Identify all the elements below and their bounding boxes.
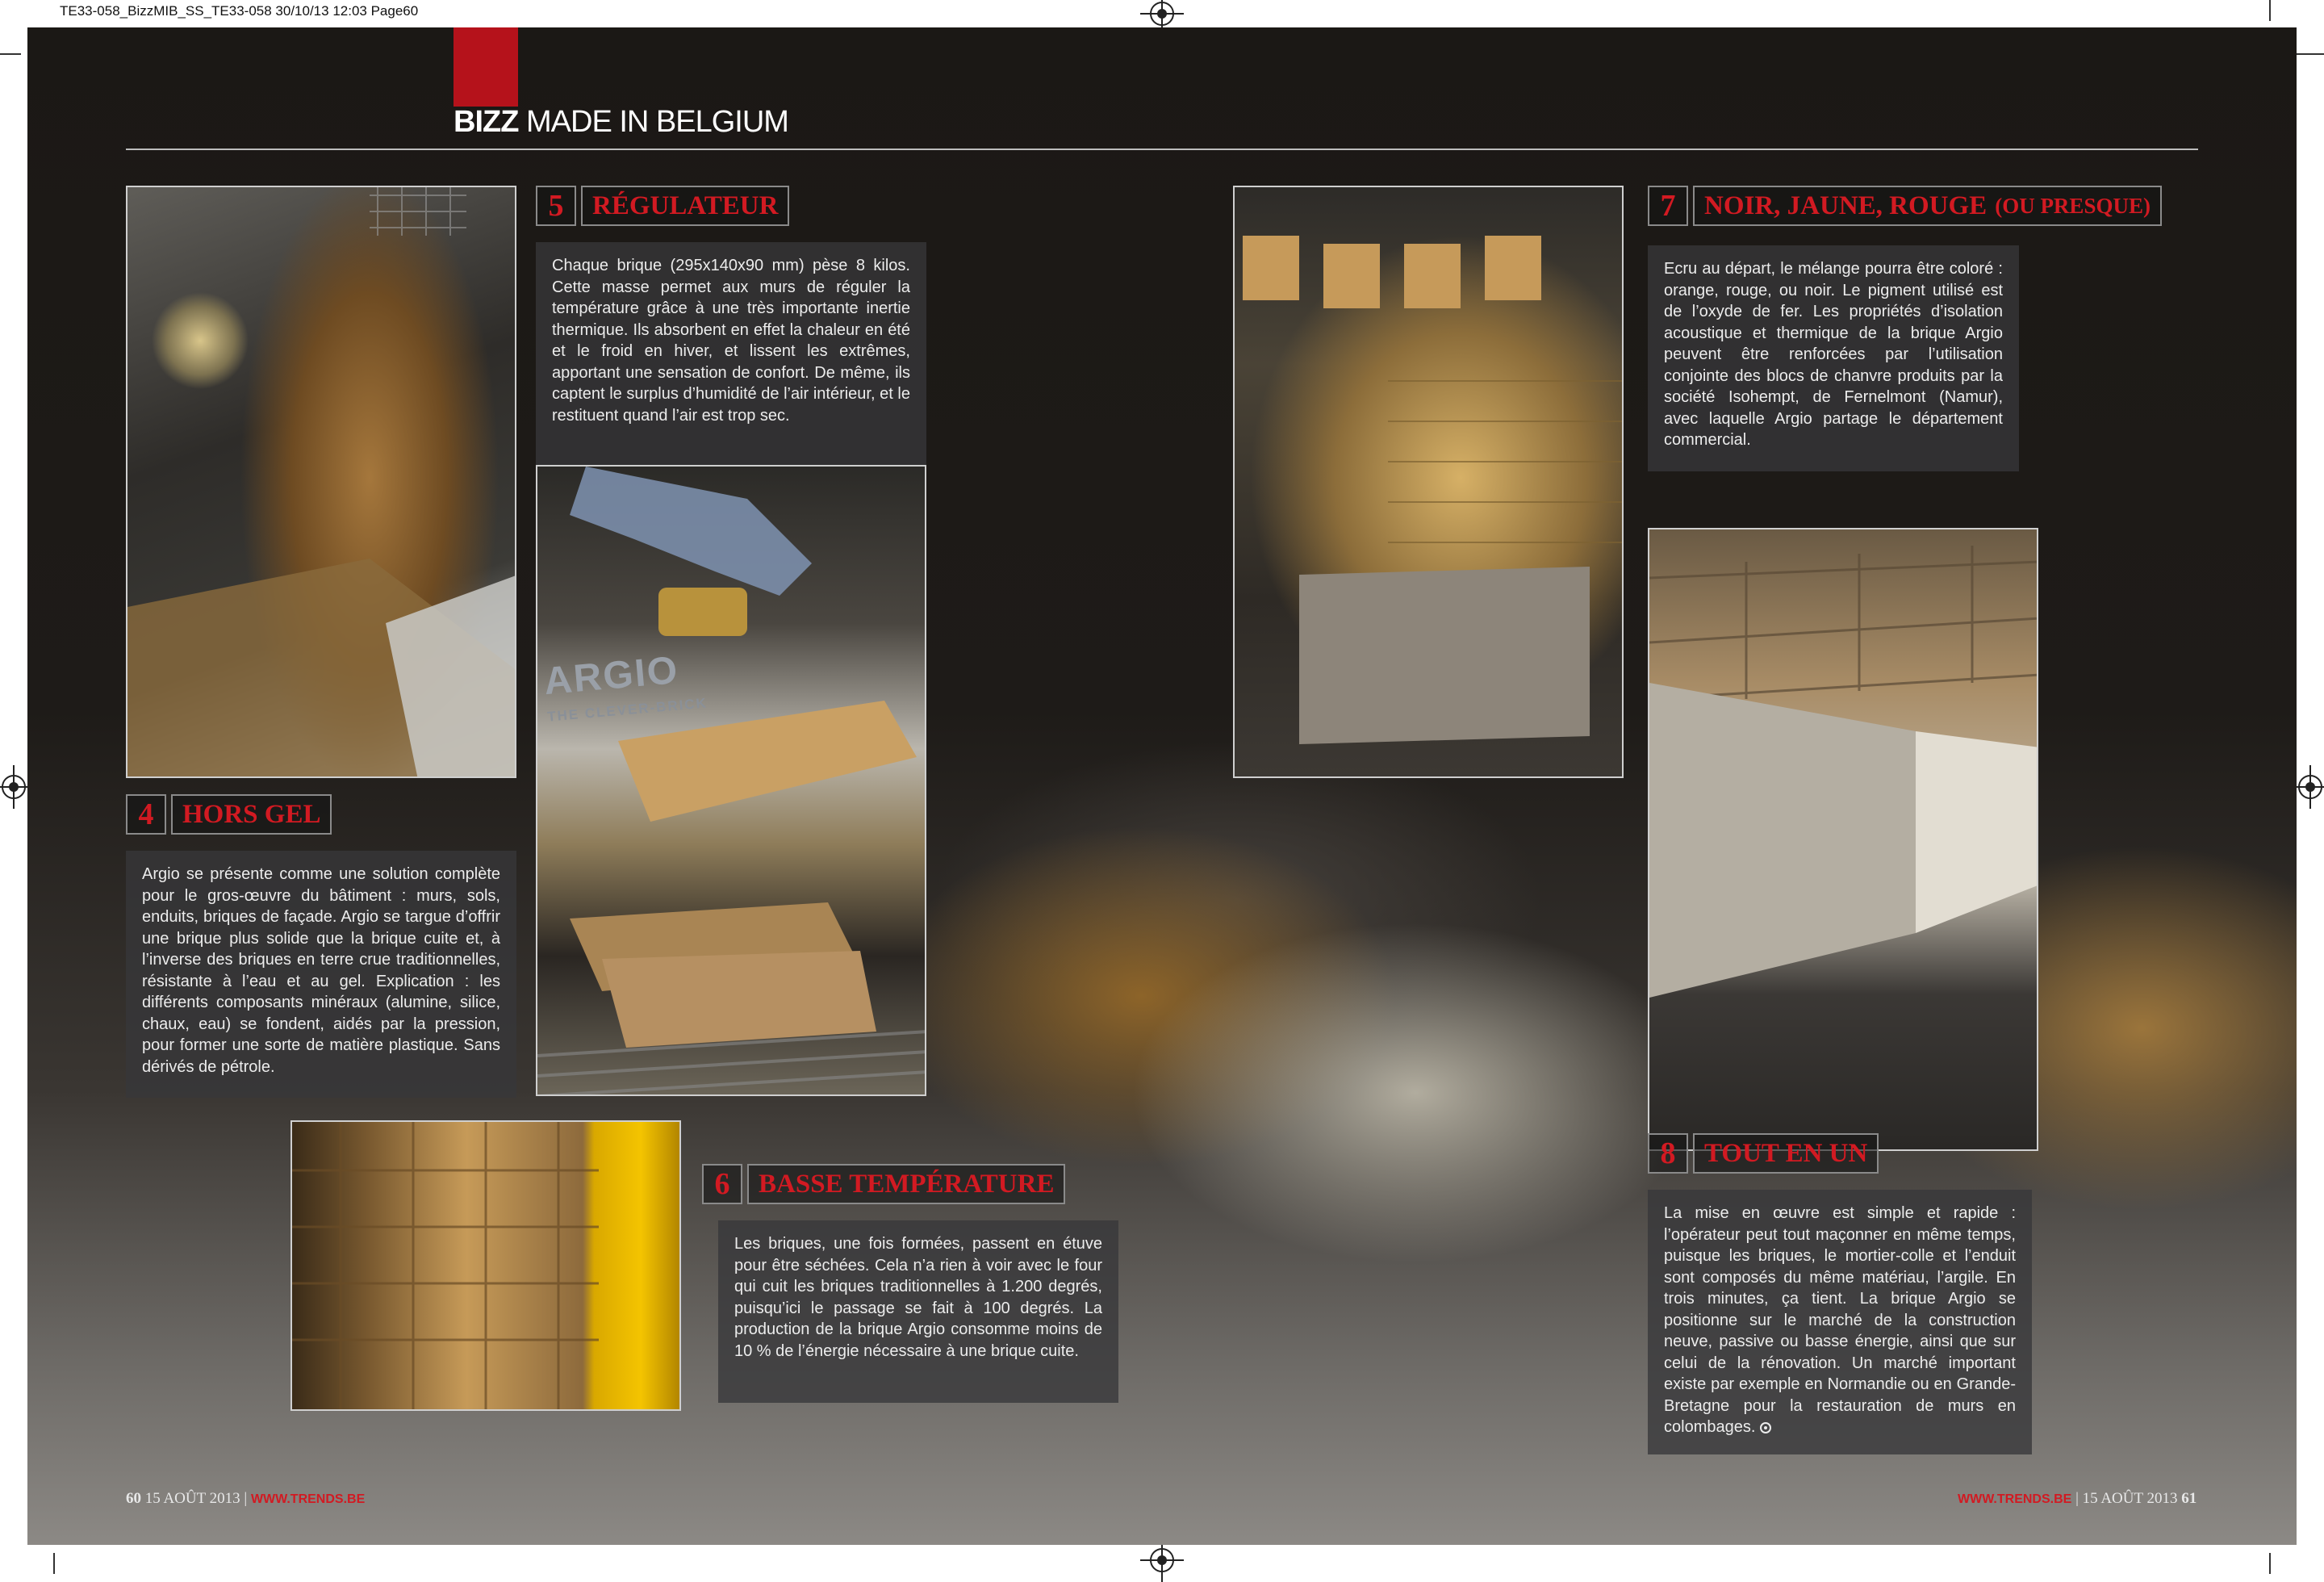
mortar-lines xyxy=(1388,381,1624,542)
section-title-8 xyxy=(1648,1133,1879,1174)
section-number: 5 xyxy=(536,186,576,226)
photo-soil-hopper xyxy=(126,186,516,778)
body-text: Argio se présente comme une solution complète pour le gros-œuvre du bâtiment : murs, sols, enduits, briques de façade. Argio se targue d’offrir une brique plus solide que la brique cuite et, à l’inverse des briques en terre crue traditionnelles, résistante à l’eau et au gel. Explication : les différents composants minéraux (alumine, silice, chaux, eau) se fondent, aidés par la pression, pour former une sorte de matière plastique. Sans dérivés de pétrole. xyxy=(142,865,500,1076)
section-heading-text: BASSE TEMPÉRATURE xyxy=(759,1169,1055,1199)
text-box-7 xyxy=(1648,245,2019,471)
trim-mark xyxy=(2269,1553,2271,1574)
section-heading xyxy=(581,186,789,226)
text-box-4 xyxy=(126,851,516,1098)
section-number: 8 xyxy=(1648,1133,1688,1174)
trim-mark xyxy=(0,53,21,55)
brick-stack-2 xyxy=(602,951,876,1048)
footer-left xyxy=(126,1490,365,1508)
section-title-7 xyxy=(1648,186,2162,226)
section-number: 7 xyxy=(1648,186,1688,226)
text-box-5 xyxy=(536,242,926,467)
footer-date-right: | 15 AOÛT 2013 xyxy=(2071,1490,2182,1507)
body-text: Ecru au départ, le mélange pourra être coloré : orange, rouge, ou noir. Le pigment utilisé est de l’oxyde de fer. Les propriétés d’isolation acoustique et thermique de la brique Argio peuvent être renforcées par l’utilisation conjointe des blocs de chanvre produits par la société Isohempt, de Fernelmont (Namur), avec laquelle Argio partage le département commercial. xyxy=(1664,260,2003,449)
registration-mark-top xyxy=(1150,2,1174,26)
footer-site-right[interactable]: WWW.TRENDS.BE xyxy=(1958,1492,2072,1506)
argio-sign: ARGIO xyxy=(542,648,681,704)
section-heading xyxy=(1693,186,2162,226)
header-rule xyxy=(126,149,2198,150)
section-heading-text: NOIR, JAUNE, ROUGE xyxy=(1704,190,1988,220)
brick-courses xyxy=(1649,546,2038,699)
section-title-6 xyxy=(702,1164,1065,1204)
section-heading xyxy=(171,794,332,835)
body-text: Les briques, une fois formées, passent en étuve pour être séchées. Cela n’a rien à voir avec le four qui cuit les briques traditionnelles à 1.200 degrés, puisqu’ici le passage se fait à 100 degrés. La production de la brique Argio consomme moins de 10 % de l’énergie nécessaire à une brique cuite. xyxy=(734,1235,1102,1360)
print-slug: TE33-058_BizzMIB_SS_TE33-058 30/10/13 12:03 Page60 xyxy=(60,3,419,19)
section-title-5 xyxy=(536,186,789,226)
body-text: La mise en œuvre est simple et rapide : l’opérateur peut tout maçonner en même temps, puisque les briques, le mortier-colle et l’enduit sont composés du même matériau, l’argile. En trois minutes, ça tient. La brique Argio se positionne sur le marché de la construction neuve, passive ou basse énergie, ainsi que sur celui de la rénovation. Un marché important existe par exemple en Normandie ou en Grande-Bretagne pour la restauration de murs en colombages. xyxy=(1664,1204,2016,1436)
footer-right xyxy=(1958,1490,2197,1508)
argio-tagline: THE CLEVER-BRICK xyxy=(546,695,708,725)
page-number-left: 60 xyxy=(126,1490,141,1507)
section-header xyxy=(454,105,788,140)
page-number-right: 61 xyxy=(2181,1490,2197,1507)
section-header-rest: MADE IN BELGIUM xyxy=(518,105,788,139)
section-heading-text: RÉGULATEUR xyxy=(592,190,779,220)
photo-brick-wall xyxy=(1233,186,1624,778)
photo-drying-oven xyxy=(290,1120,681,1411)
mesh-grid xyxy=(370,187,466,236)
section-number: 6 xyxy=(702,1164,742,1204)
registration-mark-left xyxy=(2,775,26,799)
hemp-block xyxy=(1299,567,1590,744)
registration-mark-right xyxy=(2298,775,2322,799)
photo-argio-machine xyxy=(536,465,926,1096)
end-of-article-icon xyxy=(1760,1422,1771,1433)
section-number: 4 xyxy=(126,794,166,835)
trim-mark xyxy=(2269,0,2271,21)
text-box-8 xyxy=(1648,1190,2032,1454)
registration-mark-bottom xyxy=(1150,1548,1174,1572)
conveyor-rails xyxy=(537,1032,926,1096)
body-text: Chaque brique (295x140x90 mm) pèse 8 kilos. Cette masse permet aux murs de réguler la température grâce à une très importante inertie thermique. Ils absorbent en effet la chaleur en été et le froid en hiver, et lissent les extrêmes, apportant une sensation de confort. De même, ils captent le surplus d’humidité de l’air intérieur, et le restituent quand l’air est trop sec. xyxy=(552,257,910,425)
photo-hemp-wall xyxy=(1648,528,2038,1151)
text-box-6 xyxy=(718,1220,1118,1403)
magazine-spread xyxy=(27,27,2297,1545)
section-color-tab xyxy=(454,27,518,107)
trim-mark xyxy=(53,1553,55,1574)
section-heading-suffix: (OU PRESQUE) xyxy=(1995,193,2151,218)
brick-on-press xyxy=(618,701,917,822)
footer-date-left: 15 AOÛT 2013 | xyxy=(141,1490,251,1507)
section-heading-text: HORS GEL xyxy=(182,799,321,829)
plaster-face xyxy=(1916,731,2038,933)
gloved-hand xyxy=(570,467,812,596)
brick-grid xyxy=(292,1122,599,1411)
section-title-4 xyxy=(126,794,332,835)
brass-nozzle xyxy=(658,588,747,636)
section-heading-text: TOUT EN UN xyxy=(1704,1138,1868,1168)
section-header-bold: BIZZ xyxy=(454,105,519,139)
section-heading xyxy=(1693,1133,1879,1174)
hemp-block-face xyxy=(1649,683,1916,998)
hanging-bricks xyxy=(1243,236,1541,308)
section-heading xyxy=(747,1164,1065,1204)
footer-site-left[interactable]: WWW.TRENDS.BE xyxy=(250,1492,366,1506)
